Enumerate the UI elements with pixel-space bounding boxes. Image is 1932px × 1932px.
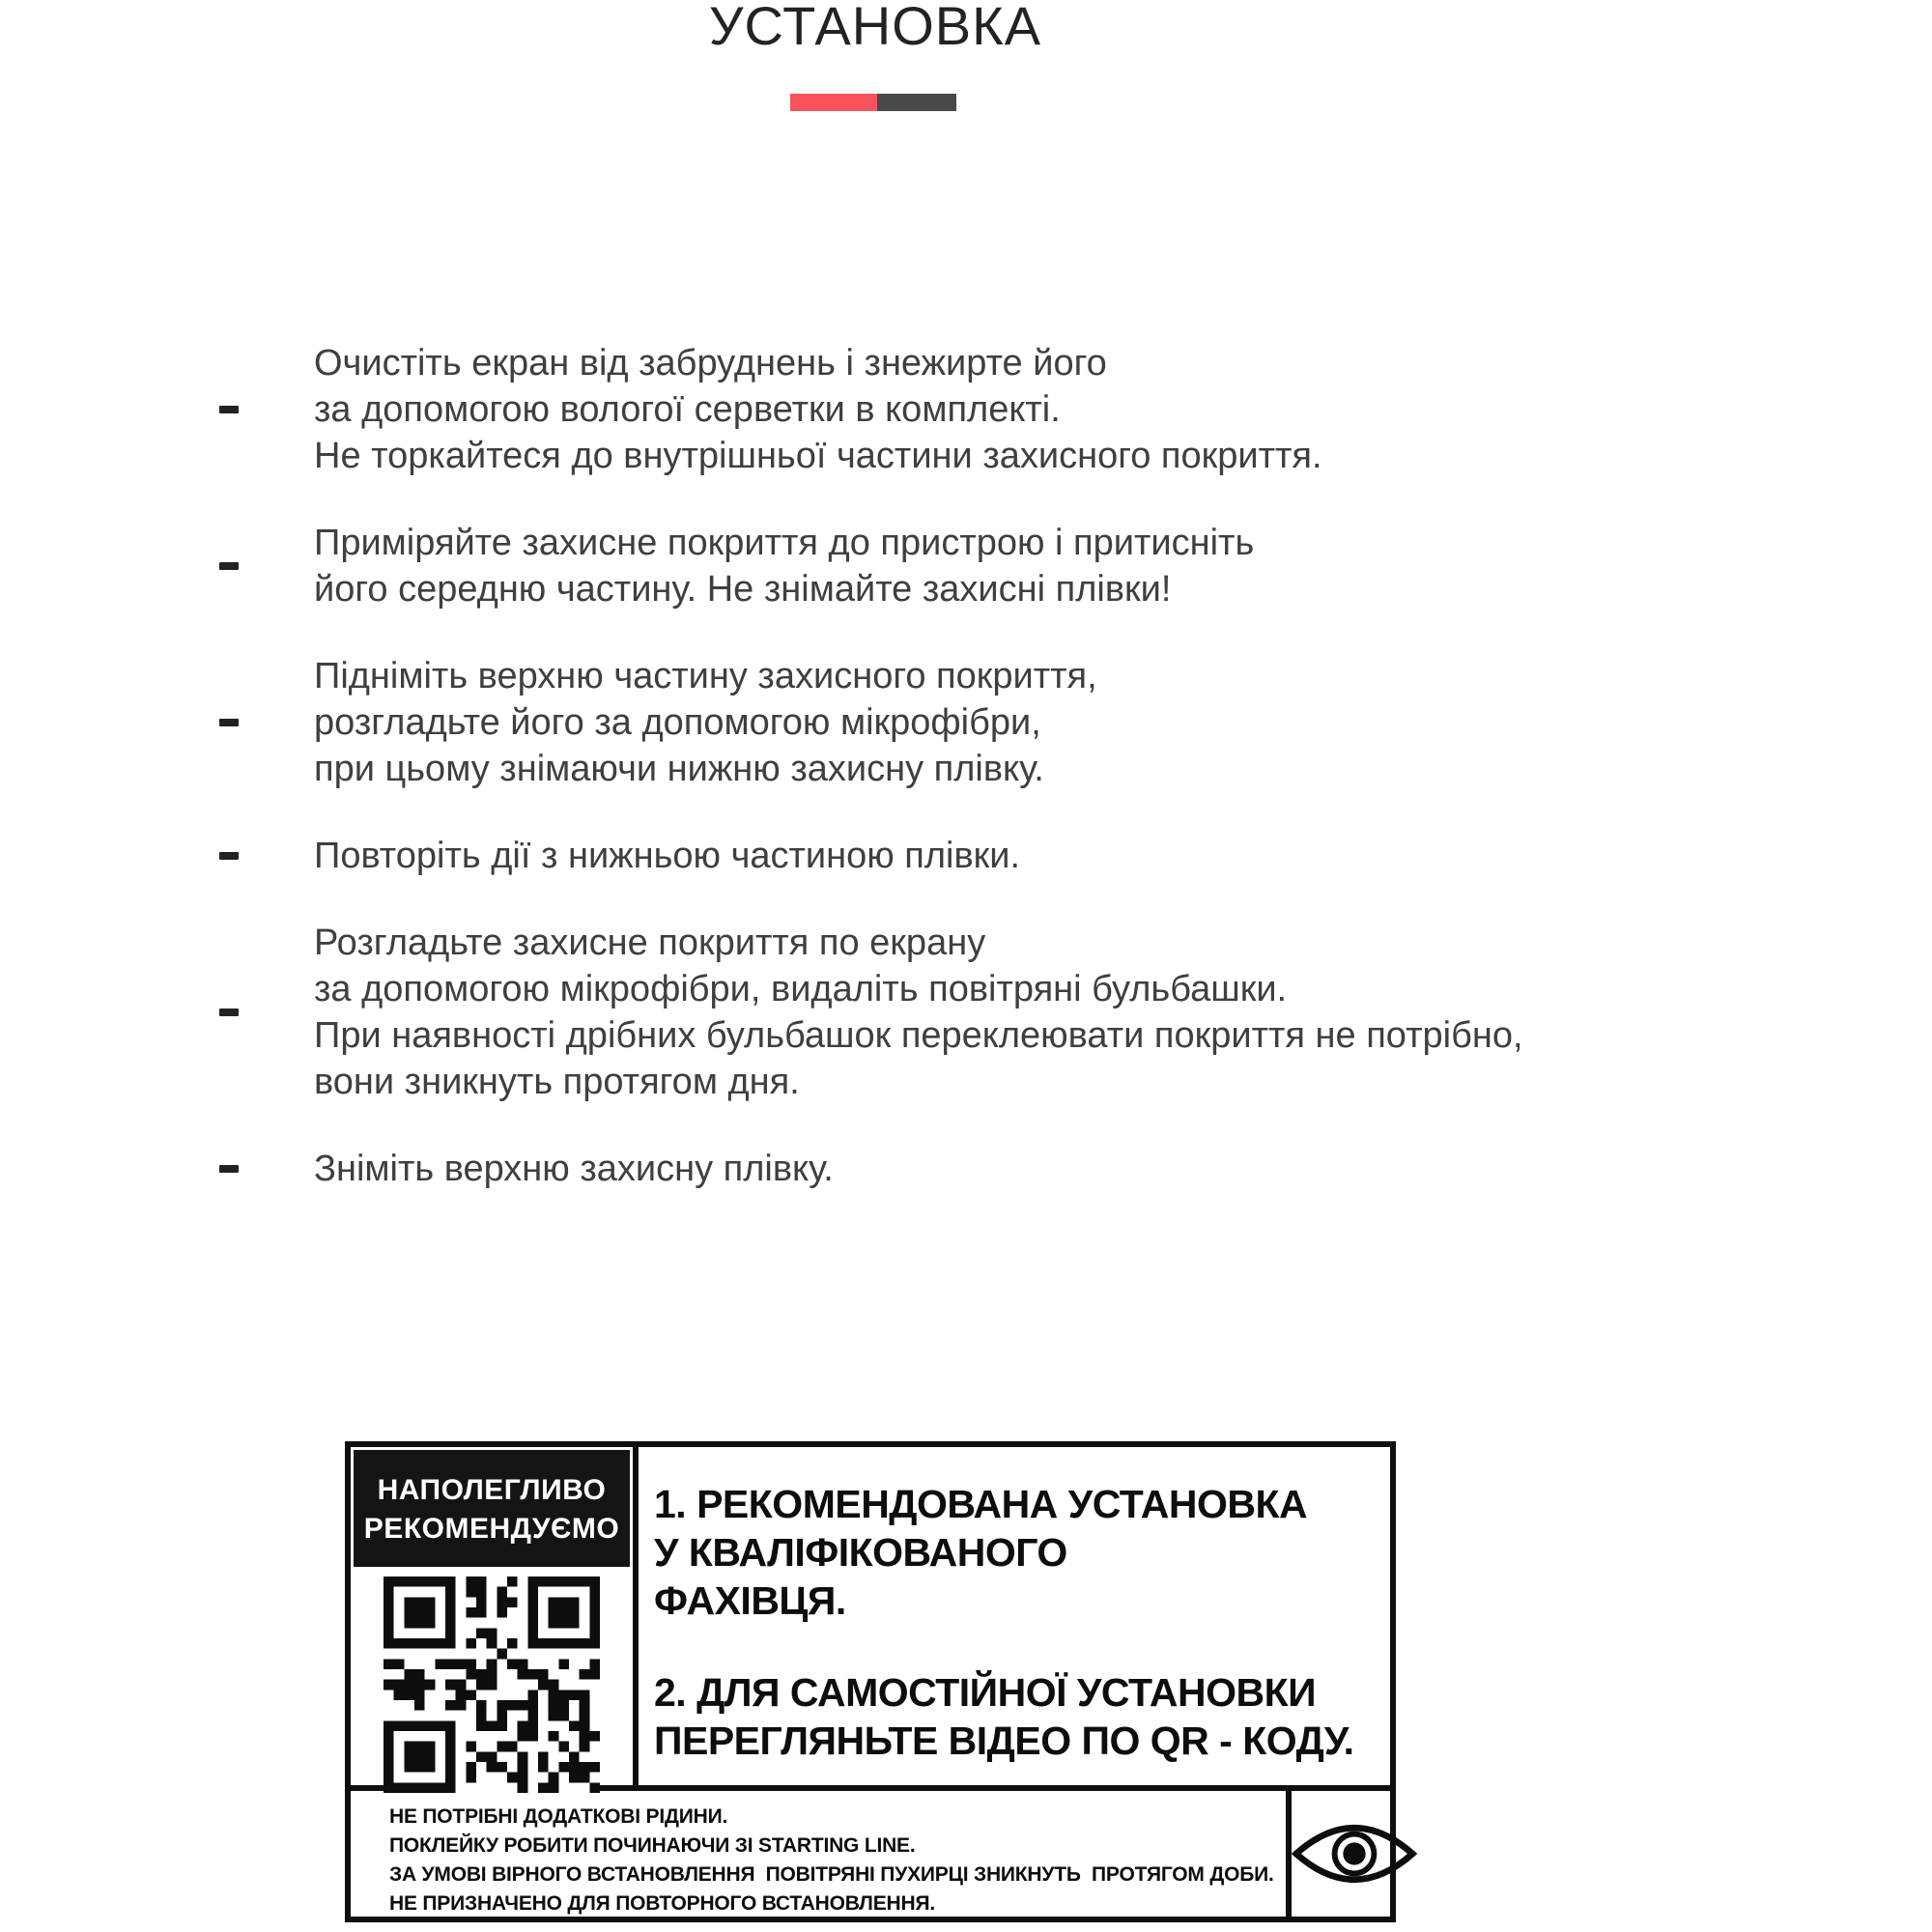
step-line: Підніміть верхню частину захисного покриття, <box>314 656 1097 696</box>
step-line: його середню частину. Не знімайте захисні плівки! <box>314 569 1172 610</box>
rec-item-line: У КВАЛІФІКОВАНОГО <box>654 1530 1067 1575</box>
step-item <box>219 340 1804 479</box>
eye-icon <box>1292 1821 1417 1887</box>
recommendation-box <box>345 1441 1396 1922</box>
recommendation-top <box>351 1447 1390 1785</box>
footnote-line: НЕ ПОТРІБНІ ДОДАТКОВІ РІДИНИ. <box>389 1805 728 1828</box>
step-line: при цьому знімаючи нижню захисну плівку. <box>314 749 1044 789</box>
bullet-dash-icon <box>219 406 239 413</box>
footnote-line: ПОКЛЕЙКУ РОБИТИ ПОЧИНАЮЧИ ЗІ STARTING LINE. <box>389 1834 916 1857</box>
bullet-dash-icon <box>219 719 239 726</box>
strongly-recommend-badge <box>354 1450 630 1567</box>
bullet-dash-icon <box>219 1009 239 1016</box>
step-item <box>219 833 1804 879</box>
rec-item <box>654 1668 1390 1765</box>
qr-code <box>384 1577 600 1793</box>
step-line: Розгладьте захисне покриття по екрану <box>314 923 986 963</box>
step-item <box>219 653 1804 792</box>
step-line: Приміряйте захисне покриття до пристрою і притисніть <box>314 523 1255 563</box>
rec-item-line: 1. РЕКОМЕНДОВАНА УСТАНОВКА <box>654 1482 1308 1526</box>
step-line: за допомогою мікрофібри, видаліть повітряні бульбашки. <box>314 969 1288 1009</box>
divider-gray-segment <box>877 94 956 111</box>
footnote-line: НЕ ПРИЗНАЧЕНО ДЛЯ ПОВТОРНОГО ВСТАНОВЛЕННЯ. <box>389 1892 935 1915</box>
step-line: Повторіть дії з нижньою частиною плівки. <box>314 836 1021 876</box>
step-line: розгладьте його за допомогою мікрофібри, <box>314 702 1041 743</box>
step-item <box>219 520 1804 612</box>
rec-items <box>639 1447 1390 1785</box>
step-item <box>219 920 1804 1105</box>
rec-item-line: ПЕРЕГЛЯНЬТЕ ВІДЕО ПО QR - КОДУ. <box>654 1719 1354 1763</box>
bullet-dash-icon <box>219 1165 239 1173</box>
eye-cell <box>1286 1791 1417 1917</box>
divider-red-segment <box>790 94 877 111</box>
step-line: вони зникнуть протягом дня. <box>314 1062 800 1102</box>
steps-list <box>219 340 1804 1233</box>
footnotes <box>351 1791 1286 1917</box>
step-line: При наявності дрібних бульбашок переклеювати покриття не потрібно, <box>314 1015 1523 1056</box>
step-item <box>219 1146 1804 1192</box>
rec-item <box>654 1480 1390 1625</box>
badge-line-2: РЕКОМЕНДУЄМО <box>363 1513 620 1545</box>
badge-line-1: НАПОЛЕГЛИВО <box>377 1474 607 1506</box>
step-line: Не торкайтеся до внутрішньої частини захисного покриття. <box>314 436 1322 476</box>
bullet-dash-icon <box>219 562 239 570</box>
step-line: за допомогою вологої серветки в комплекті. <box>314 389 1061 430</box>
step-line: Зніміть верхню захисну плівку. <box>314 1149 834 1189</box>
title-divider <box>790 94 956 111</box>
rec-item-line: 2. ДЛЯ САМОСТІЙНОЇ УСТАНОВКИ <box>654 1670 1317 1715</box>
step-line: Очистіть екран від забруднень і знежирте його <box>314 343 1107 384</box>
recommendation-bottom <box>351 1785 1390 1917</box>
rec-item-line: ФАХІВЦЯ. <box>654 1578 846 1623</box>
page-title: УСТАНОВКА <box>708 0 1042 56</box>
footnote-line: ЗА УМОВІ ВІРНОГО ВСТАНОВЛЕННЯ ПОВІТРЯНІ ПУХИРЦІ ЗНИКНУТЬ ПРОТЯГОМ ДОБИ. <box>389 1863 1274 1886</box>
qr-column <box>351 1447 639 1785</box>
bullet-dash-icon <box>219 852 239 860</box>
